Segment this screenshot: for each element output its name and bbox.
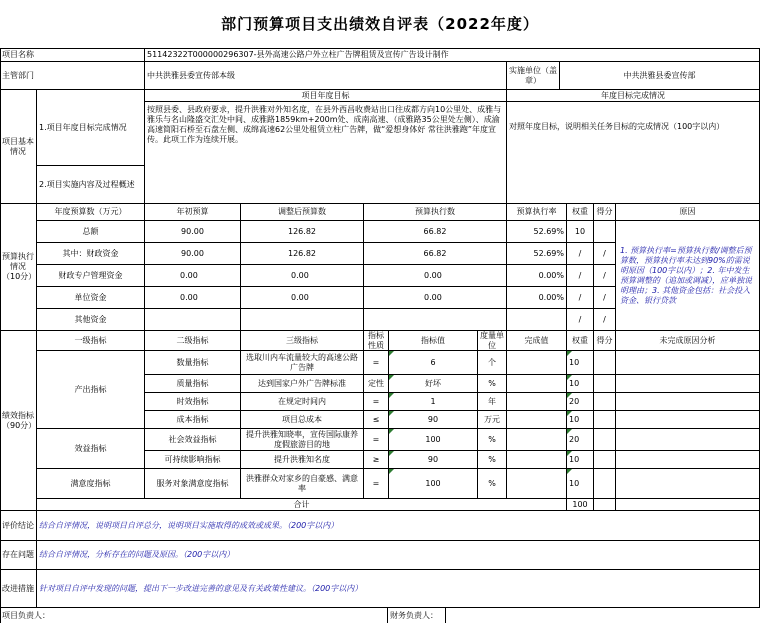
perf-level1: 产出指标 (37, 351, 145, 429)
perf-reason (616, 411, 760, 429)
perf-reason (616, 393, 760, 411)
perf-level3: 达到国家户外广告牌标准 (241, 375, 364, 393)
perf-unit: % (478, 469, 507, 499)
budget-row-rate: 52.69% (507, 221, 567, 243)
perf-score (594, 451, 616, 469)
budget-row-rate: 52.69% (507, 243, 567, 265)
budget-header-reason: 原因 (616, 204, 760, 221)
budget-row-executed: 0.00 (364, 287, 507, 309)
budget-row-label: 其他资金 (37, 309, 145, 331)
perf-unit: 万元 (478, 411, 507, 429)
perf-score (594, 469, 616, 499)
budget-row-initial: 90.00 (145, 221, 241, 243)
perf-level3: 提升洪雅知晓率，宣传国际康养度假旅游目的地 (241, 429, 364, 451)
budget-row-label: 财政专户管理资金 (37, 265, 145, 287)
budget-reason-note: 1. 预算执行率=预算执行数/调整后预算数，预算执行率未达到90%的需说明原因（100字以内）；2. 年中发生预算调整的（追加或调减），应单独说明理由；3. 其他资金包括：社会投入资金、银行贷款 (616, 221, 760, 331)
goal-completion-label: 1.项目年度目标完成情况 (37, 90, 145, 166)
perf-done (507, 469, 567, 499)
perf-value: 1 (389, 393, 478, 411)
improve-text: 针对项目自评中发现的问题，提出下一步改进完善的意见及有关政策性建议。（200字以内） (37, 570, 760, 608)
perf-level3: 提升洪雅知名度 (241, 451, 364, 469)
content-label: 2.项目实施内容及过程概述 (37, 166, 145, 204)
budget-header-executed: 预算执行数 (364, 204, 507, 221)
perf-score (594, 375, 616, 393)
perf-level2: 数量指标 (145, 351, 241, 375)
perf-level3: 在规定时间内 (241, 393, 364, 411)
project-name-label: 项目名称 (0, 48, 145, 62)
perf-level2: 质量指标 (145, 375, 241, 393)
budget-row-initial: 90.00 (145, 243, 241, 265)
budget-header-weight: 权重 (567, 204, 594, 221)
perf-header-value: 指标值 (389, 331, 478, 351)
budget-header-annual: 年度预算数（万元） (37, 204, 145, 221)
perf-header-score: 得分 (594, 331, 616, 351)
improve-label: 改进措施 (0, 570, 37, 608)
perf-weight: 10 (567, 351, 594, 375)
budget-row-executed: 0.00 (364, 265, 507, 287)
perf-value: 100 (389, 429, 478, 451)
budget-row-label: 总额 (37, 221, 145, 243)
budget-row-weight: 10 (567, 221, 594, 243)
perf-weight: 10 (567, 451, 594, 469)
perf-done (507, 411, 567, 429)
perf-header-level2: 二级指标 (145, 331, 241, 351)
perf-weight: 10 (567, 411, 594, 429)
perf-level3: 洪雅群众对家乡的自豪感、满意率 (241, 469, 364, 499)
budget-row-score (594, 221, 616, 243)
perf-level2: 服务对象满意度指标 (145, 469, 241, 499)
budget-row-executed: 66.82 (364, 243, 507, 265)
perf-level3: 项目总成本 (241, 411, 364, 429)
perf-score (594, 429, 616, 451)
annual-done-text: 对照年度目标，说明相关任务目标的完成情况（100字以内） (507, 102, 760, 204)
perf-unit: % (478, 429, 507, 451)
budget-row-rate (507, 309, 567, 331)
budget-row-score: / (594, 309, 616, 331)
perf-level3: 选取川内车流量较大的高速公路广告牌 (241, 351, 364, 375)
budget-row-weight: / (567, 309, 594, 331)
total-weight: 100 (567, 499, 594, 511)
perf-header-done: 完成值 (507, 331, 567, 351)
budget-section-label: 预算执行情况（10分） (0, 204, 37, 331)
perf-header-reason: 未完成原因分析 (616, 331, 760, 351)
perf-score (594, 351, 616, 375)
budget-row-label: 其中：财政资金 (37, 243, 145, 265)
perf-done (507, 429, 567, 451)
perf-level2: 成本指标 (145, 411, 241, 429)
perf-value: 6 (389, 351, 478, 375)
footer-blank (446, 608, 760, 623)
perf-header-level3: 三级指标 (241, 331, 364, 351)
perf-weight: 10 (567, 469, 594, 499)
perf-header-unit: 度量单位 (478, 331, 507, 351)
perf-unit: 个 (478, 351, 507, 375)
form-grid (0, 48, 760, 623)
perf-level2: 社会效益指标 (145, 429, 241, 451)
perf-value: 好坏 (389, 375, 478, 393)
budget-row-adjusted: 0.00 (241, 265, 364, 287)
budget-row-score: / (594, 287, 616, 309)
perf-done (507, 351, 567, 375)
perf-level2: 可持续影响指标 (145, 451, 241, 469)
budget-row-weight: / (567, 243, 594, 265)
perf-nature: = (364, 429, 389, 451)
perf-score (594, 411, 616, 429)
annual-goal-header: 项目年度目标 (145, 90, 507, 102)
annual-done-header: 年度目标完成情况 (507, 90, 760, 102)
budget-header-rate: 预算执行率 (507, 204, 567, 221)
budget-row-initial: 0.00 (145, 265, 241, 287)
problems-text: 结合自评情况，分析存在的问题及原因。（200字以内） (37, 541, 760, 570)
overview-section-label: 项目基本情况 (0, 90, 37, 204)
budget-row-adjusted (241, 309, 364, 331)
perf-nature: = (364, 469, 389, 499)
budget-row-rate: 0.00% (507, 287, 567, 309)
problems-label: 存在问题 (0, 541, 37, 570)
budget-row-rate: 0.00% (507, 265, 567, 287)
perf-level1: 满意度指标 (37, 469, 145, 499)
perf-unit: % (478, 375, 507, 393)
project-leader-label: 项目负责人： (0, 608, 388, 623)
budget-row-weight: / (567, 265, 594, 287)
finance-leader-label: 财务负责人： (388, 608, 446, 623)
perf-reason (616, 451, 760, 469)
perf-level1: 效益指标 (37, 429, 145, 469)
perf-done (507, 451, 567, 469)
eval-conclusion-text: 结合自评情况，说明项目自评总分，说明项目实施取得的成效或成果。（200字以内） (37, 511, 760, 541)
perf-unit: 年 (478, 393, 507, 411)
perf-header-nature: 指标性质 (364, 331, 389, 351)
perf-nature: ≥ (364, 451, 389, 469)
perf-weight: 10 (567, 375, 594, 393)
perf-nature: = (364, 351, 389, 375)
perf-done (507, 393, 567, 411)
impl-unit-value: 中共洪雅县委宣传部 (560, 62, 760, 90)
perf-value: 90 (389, 411, 478, 429)
perf-header-weight: 权重 (567, 331, 594, 351)
eval-conclusion-label: 评价结论 (0, 511, 37, 541)
budget-row-score: / (594, 265, 616, 287)
perf-score (594, 393, 616, 411)
budget-row-label: 单位资金 (37, 287, 145, 309)
budget-row-executed (364, 309, 507, 331)
perf-value: 90 (389, 451, 478, 469)
total-reason (616, 499, 760, 511)
budget-header-adjusted: 调整后预算数 (241, 204, 364, 221)
budget-row-executed: 66.82 (364, 221, 507, 243)
budget-row-adjusted: 126.82 (241, 221, 364, 243)
total-label: 合计 (37, 499, 567, 511)
perf-nature: = (364, 393, 389, 411)
dept-value: 中共洪雅县委宣传部本级 (145, 62, 507, 90)
budget-header-score: 得分 (594, 204, 616, 221)
total-score (594, 499, 616, 511)
budget-row-adjusted: 0.00 (241, 287, 364, 309)
perf-header-level1: 一级指标 (37, 331, 145, 351)
budget-row-score: / (594, 243, 616, 265)
project-name-value: 51142322T000000296307-县外高速公路户外立柱广告牌租赁及宣传广告设计制作 (145, 48, 760, 62)
perf-weight: 20 (567, 429, 594, 451)
perf-nature: 定性 (364, 375, 389, 393)
perf-section-label: 绩效指标（90分） (0, 331, 37, 511)
budget-row-weight: / (567, 287, 594, 309)
perf-weight: 20 (567, 393, 594, 411)
annual-goal-text: 按照县委、县政府要求，提升洪雅对外知名度，在县外西昌收费站出口往成都方向10公里处、成雅与雅乐与名山隆盛交汇处中间、成雅路1859km+200m处、成南高速、（成雅路35公里处左侧）、成渝高速简阳石桥至石盘左侧、成绵高速62公里处租赁立柱广告牌，做“爱想身体好 常往洪雅跑”年度宣传。此项工作为连续开展。 (145, 102, 507, 204)
form-title: 部门预算项目支出绩效自评表（2022年度） (221, 15, 539, 33)
budget-row-initial (145, 309, 241, 331)
budget-row-initial: 0.00 (145, 287, 241, 309)
perf-reason (616, 429, 760, 451)
budget-row-adjusted: 126.82 (241, 243, 364, 265)
perf-nature: ≤ (364, 411, 389, 429)
perf-reason (616, 375, 760, 393)
perf-reason (616, 469, 760, 499)
impl-unit-label: 实施单位（盖章） (507, 62, 560, 90)
perf-unit: % (478, 451, 507, 469)
perf-level2: 时效指标 (145, 393, 241, 411)
budget-header-initial: 年初预算 (145, 204, 241, 221)
dept-label: 主管部门 (0, 62, 145, 90)
perf-reason (616, 351, 760, 375)
perf-value: 100 (389, 469, 478, 499)
perf-done (507, 375, 567, 393)
